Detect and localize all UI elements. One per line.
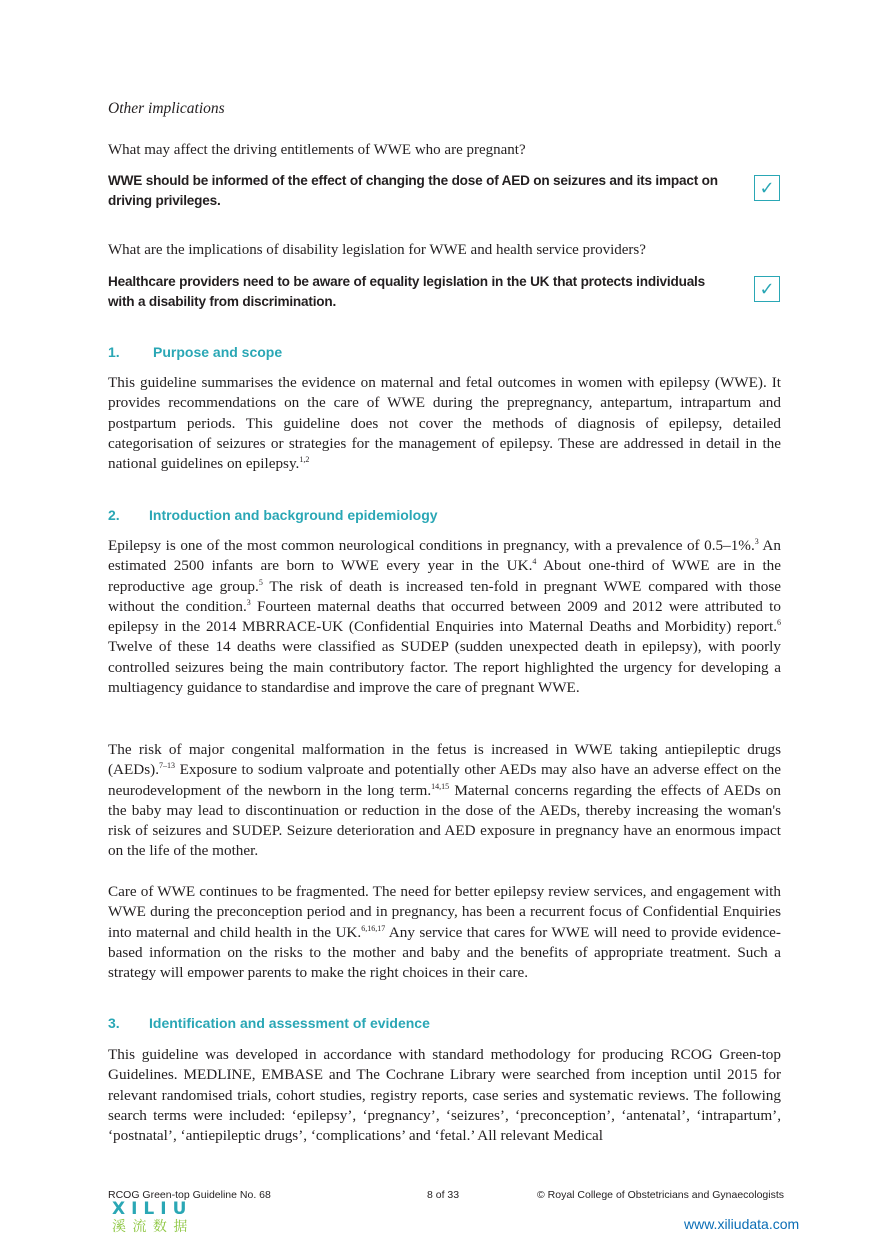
question-disability: What are the implications of disability legislation for WWE and health service providers?: [108, 242, 646, 258]
paragraph: Care of WWE continues to be fragmented. The need for better epilepsy review services, and engagement with WWE during the preconception period and in pregnancy, has been a recurrent focus of Confidential Enquiries into maternal and child health in the UK.$^{6,16,17}$ Any service that cares for WWE will need to provide evidence-based information on the risks to the mother and baby and the benefits of appropriate treatment. Such a strategy will empower parents to make the right choices in their care.: [108, 883, 781, 982]
checkmark-icon: ✓: [754, 276, 780, 302]
footer-copyright: © Royal College of Obstetricians and Gynaecologists: [537, 1189, 785, 1201]
section-heading-1: [108, 344, 282, 360]
paragraph: This guideline was developed in accordance with standard methodology for producing RCOG Green-top Guidelines. MEDLINE, EMBASE and The Cochrane Library were searched from inception until 2015 for relevant randomised trials, cohort studies, registry reports, case series and systematic reviews. The following search terms were included: ‘epilepsy’, ‘pregnancy’, ‘seizures’, ‘preconception’, ‘antenatal’, ‘intrapartum’, ‘postnatal’, ‘antiepileptic drugs’, ‘complications’ and ‘fetal.’ All relevant Medical: [108, 1046, 781, 1145]
watermark-url[interactable]: www.xiliudata.com: [684, 1216, 800, 1232]
recommendation-driving: WWE should be informed of the effect of changing the dose of AED on seizures and its impact on driving privileges.: [108, 173, 718, 208]
other-implications-heading: Other implications: [108, 100, 225, 117]
recommendation-disability: Healthcare providers need to be aware of equality legislation in the UK that protects individuals with a disability from discrimination.: [108, 274, 705, 309]
paragraph: This guideline summarises the evidence on maternal and fetal outcomes in women with epilepsy (WWE). It provides recommendations on the care of WWE during the prepregnancy, antepartum, intrapartum and postpartum periods. This guideline does not cover the methods of diagnosis of epilepsy, detailed categorisation of seizures or strategies for the management of epilepsy. These are addressed in detail in the national guidelines on epilepsy.$^{1,2}$: [108, 374, 781, 473]
logo-wordmark: XILIU: [112, 1199, 193, 1219]
question-driving: What may affect the driving entitlements of WWE who are pregnant?: [108, 142, 526, 158]
footer-page-number: 8 of 33: [427, 1189, 460, 1201]
paragraph: The risk of major congenital malformation in the fetus is increased in WWE taking antiepileptic drugs (AEDs).$^{7-13}$ Exposure to sodium valproate and potentially other AEDs may also have an adverse effect on the neurodevelopment of the newborn in the long term.$^{14,15}$ Maternal concerns regarding the effects of AEDs on the baby may lead to discontinuation or reduction in the dose of the AEDs, thereby increasing the woman's risk of seizures and SUDEP. Seizure deterioration and AED exposure in pregnancy have an enormous impact on the life of the mother.: [108, 741, 781, 860]
section-title: Purpose and scope: [153, 344, 283, 360]
watermark-logo: [112, 1200, 196, 1240]
section-number: 2.: [108, 507, 120, 523]
section-number: 1.: [108, 344, 120, 360]
paragraph: Epilepsy is one of the most common neurological conditions in pregnancy, with a prevalence of 0.5–1%.$^3$ An estimated 2500 infants are born to WWE every year in the UK.$^4$ About one-third of WWE are in the reproductive age group.$^5$ The risk of death is increased ten-fold in pregnant WWE compared with those without the condition.$^3$ Fourteen maternal deaths that occurred between 2009 and 2012 were attributed to epilepsy in the 2014 MBRRACE-UK (Confidential Enquiries into Maternal Deaths and Morbidity) report.$^6$ Twelve of these 14 deaths were classified as SUDEP (sudden unexpected death in epilepsy), with poorly controlled seizures being the main contributory factor. The report highlighted the urgency for developing a multiagency guidance to standardise and improve the care of pregnant WWE.: [108, 536, 782, 697]
section-title: Identification and assessment of evidence: [149, 1015, 430, 1031]
checkmark-icon: ✓: [754, 175, 780, 201]
footer-guideline-number: RCOG Green-top Guideline No. 68: [108, 1189, 271, 1201]
section-heading-3: [108, 1015, 430, 1031]
logo-cjk-text: 溪 流 数 据: [112, 1219, 189, 1235]
section-number: 3.: [108, 1015, 120, 1031]
section-heading-2: [108, 507, 438, 523]
section-title: Introduction and background epidemiology: [149, 507, 438, 523]
